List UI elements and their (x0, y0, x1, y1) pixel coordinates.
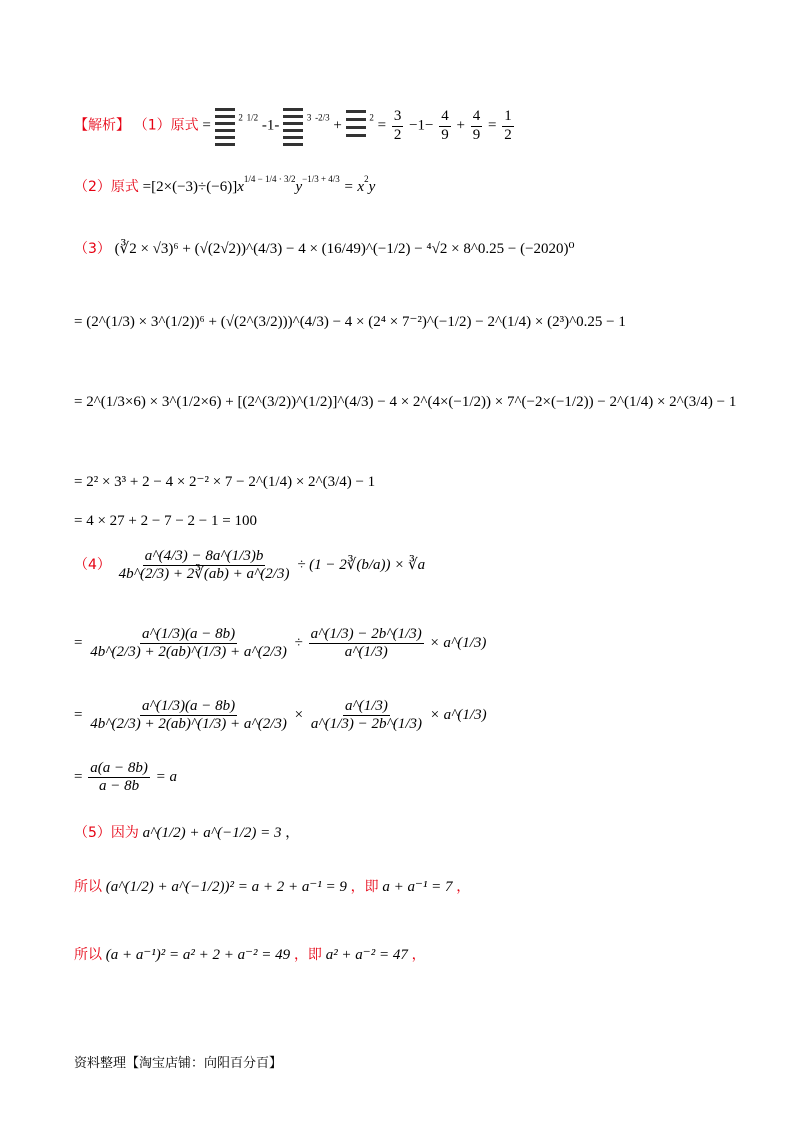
fraction: $\frac{a(a - 8b)}{a - 8b}$ (90, 760, 148, 795)
fraction: $\frac{1}{2}$ (504, 108, 512, 143)
fraction: $\frac{4}{9}$ (472, 108, 481, 143)
part1-line: 【解析】 （1）原式 = $^2$ $^{1/2}$ -1- $^3$ $^{-2/3}$ + $^2$ = $\frac{3}{2}$ −1− $\frac{4}{9}$ + $\frac{4}{9}$ = $\frac{1}{2}$ (74, 104, 516, 148)
part3-line4: = 2² × 3³ + 2 − 4 × 2⁻² × 7 − 2^(1/4) × 2^(3/4) − 1 (74, 474, 376, 490)
analysis-label: 【解析】 (74, 117, 130, 134)
part4-line3: = $\frac{a\^{}(1/3)(a - 8b)}{4b\^{}(2/3) + 2(ab)\^{}(1/3) + a\^{}(2/3)}$ × $\frac{a\^{}(1/3)}{a\^{}(1/3) - 2b\^{}(1/3)}$ × a^(1/3) (74, 698, 487, 733)
part3-line5: = 4 × 27 + 2 − 7 − 2 − 1 = 100 (74, 513, 257, 529)
part3-label: （3） (74, 241, 111, 257)
part5-label: （5）因为 (74, 825, 139, 841)
fraction: $\frac{a\^{}(1/3)(a - 8b)}{4b\^{}(2/3) + 2(ab)\^{}(1/3) + a\^{}(2/3)}$ (90, 698, 287, 733)
part5-line1: （5）因为 a^(1/2) + a^(−1/2) = 3 ， (74, 825, 300, 841)
fraction: $\frac{a\^{}(1/3)(a - 8b)}{4b\^{}(2/3) + 2(ab)\^{}(1/3) + a\^{}(2/3)}$ (90, 626, 287, 661)
part1-label: （1）原式 (133, 117, 199, 134)
garbled-fraction-3 (346, 104, 366, 148)
part4-label: （4） (74, 557, 111, 574)
footer-text: 资料整理【淘宝店铺：向阳百分百】 (74, 1056, 283, 1071)
part3-line2: = (2^(1/3) × 3^(1/2))⁶ + (√(2^(3/2)))^(4/3) − 4 × (2⁴ × 7⁻²)^(−1/2) − 2^(1/4) × (2³)^0.25 − 1 (74, 314, 626, 330)
garbled-fraction-1 (215, 104, 235, 148)
garbled-fraction-2 (283, 104, 303, 148)
part2-label: （2）原式 (74, 179, 139, 195)
part3-line1: （3） (∛2 × √3)⁶ + (√(2√2))^(4/3) − 4 × (16/49)^(−1/2) − ⁴√2 × 8^0.25 − (−2020)⁰ (74, 241, 575, 257)
part5-line2: 所以 (a^(1/2) + a^(−1/2))² = a + 2 + a⁻¹ = 9 ，即 a + a⁻¹ = 7 ， (74, 879, 471, 895)
part4-line2: = $\frac{a\^{}(1/3)(a - 8b)}{4b\^{}(2/3) + 2(ab)\^{}(1/3) + a\^{}(2/3)}$ ÷ $\frac{a\^{}(1/3) - 2b\^{}(1/3)}{a\^{}(1/3)}$ × a^(1/3) (74, 626, 487, 661)
part2-line: （2）原式 $=[2\times(-3)\div(-6)]x^{1/4 - 1/4 \cdot 3/2}y^{-1/3 + 4/3} = x^2y$ (74, 174, 376, 195)
part4-line4: = $\frac{a(a - 8b)}{a - 8b}$ = a (74, 760, 177, 795)
fraction: $\frac{a\^{}(1/3) - 2b\^{}(1/3)}{a\^{}(1/3)}$ (310, 626, 422, 661)
part3-line3: = 2^(1/3×6) × 3^(1/2×6) + [(2^(3/2))^(1/2)]^(4/3) − 4 × 2^(4×(−1/2)) × 7^(−2×(−1/2)) − 2^(1/4) × 2^(3/4) − 1 (74, 394, 737, 410)
fraction: $\frac{3}{2}$ (393, 108, 402, 143)
part4-line1: （4） $\frac{a\^{}(4/3) - 8a\^{}(1/3)b}{4b\^{}(2/3) + 2∛(ab) + a\^{}(2/3)}$ ÷ (1 − 2∛(b/a)) × ∛a (74, 548, 426, 583)
fraction: $\frac{a\^{}(1/3)}{a\^{}(1/3) - 2b\^{}(1/3)}$ (310, 698, 422, 733)
part5-line3: 所以 (a + a⁻¹)² = a² + 2 + a⁻² = 49 ，即 a² + a⁻² = 47 ， (74, 947, 426, 963)
fraction: $\frac{4}{9}$ (441, 108, 449, 143)
fraction: $\frac{a\^{}(4/3) - 8a\^{}(1/3)b}{4b\^{}(2/3) + 2∛(ab) + a\^{}(2/3)}$ (118, 548, 290, 583)
